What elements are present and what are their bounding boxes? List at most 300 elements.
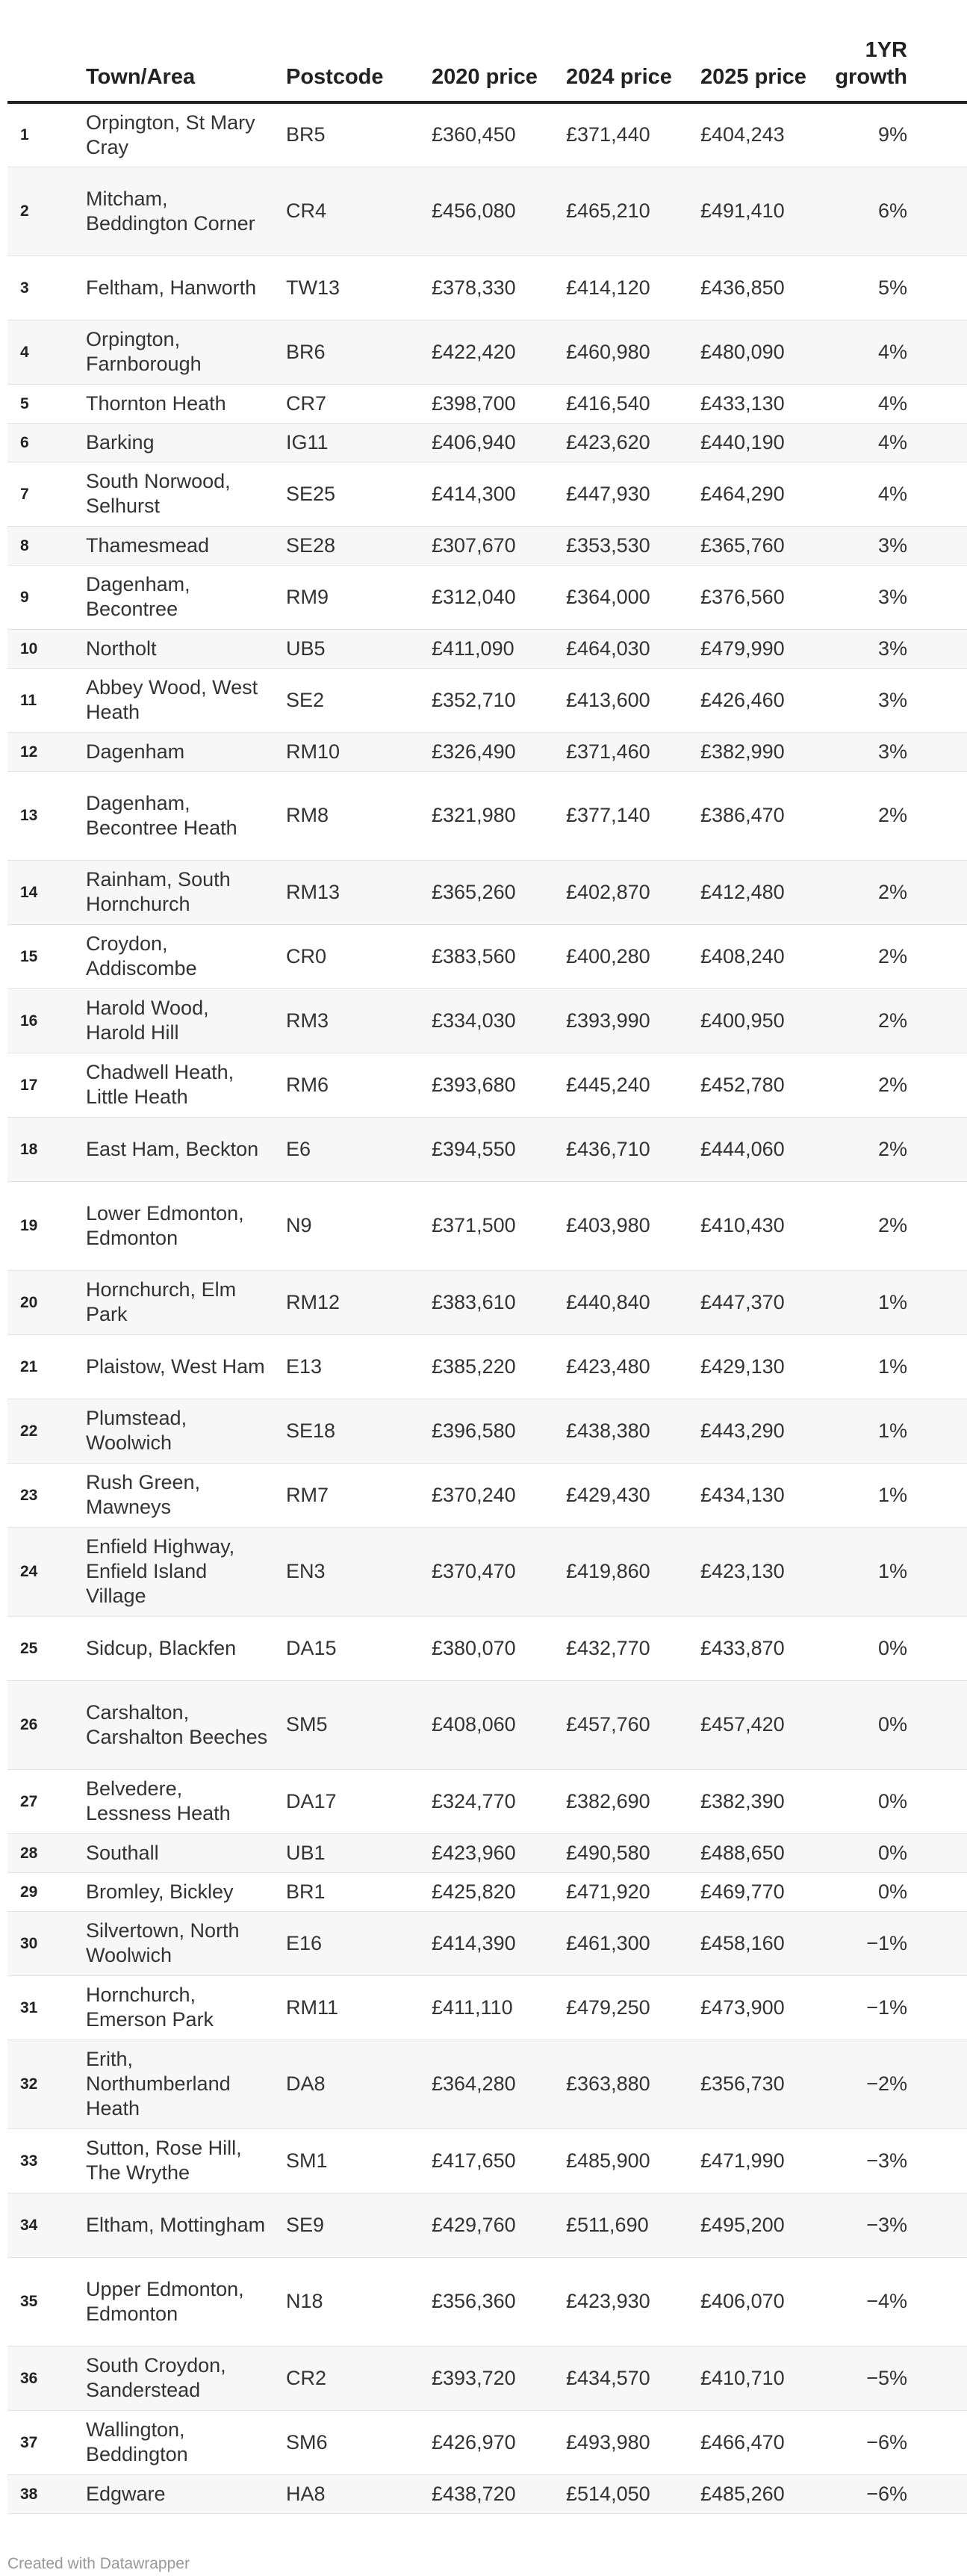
cell-town: Belvedere, Lessness Heath — [86, 1777, 231, 1824]
cell-growth: −3% — [866, 2213, 907, 2236]
cell-postcode: CR4 — [286, 199, 327, 222]
table-row — [7, 629, 967, 668]
cell-town: Sutton, Rose Hill, The Wrythe — [86, 2137, 242, 2184]
cell-p2024: £457,760 — [566, 1713, 650, 1736]
table-row — [7, 1053, 967, 1117]
cell-growth: 2% — [877, 880, 907, 903]
cell-p2025: £404,243 — [700, 123, 785, 146]
cell-town: Eltham, Mottingham — [86, 2213, 266, 2236]
cell-rank: 23 — [20, 1486, 38, 1504]
cell-town: Hornchurch, Elm Park — [86, 1278, 237, 1325]
cell-postcode: EN3 — [286, 1560, 326, 1582]
cell-rank: 3 — [20, 279, 29, 297]
cell-postcode: N18 — [286, 2290, 323, 2312]
table-row — [7, 1872, 967, 1911]
cell-growth: 1% — [877, 1419, 907, 1442]
cell-p2020: £393,680 — [432, 1073, 516, 1096]
cell-town: Upper Edmonton, Edmonton — [86, 2277, 244, 2325]
table-row — [7, 1117, 967, 1181]
cell-growth: −6% — [866, 2430, 907, 2453]
cell-p2025: £365,760 — [700, 533, 785, 557]
cell-p2020: £321,980 — [432, 804, 516, 826]
cell-postcode: RM6 — [286, 1073, 329, 1096]
cell-p2024: £416,540 — [566, 391, 650, 415]
cell-postcode: RM9 — [286, 585, 329, 608]
header-postcode[interactable]: Postcode — [286, 0, 432, 102]
header-row — [7, 0, 967, 102]
cell-p2025: £433,130 — [700, 391, 785, 415]
cell-p2020: £326,490 — [432, 740, 516, 763]
cell-town: Harold Wood, Harold Hill — [86, 997, 209, 1044]
data-table-container — [7, 0, 907, 2514]
cell-p2024: £363,880 — [566, 2072, 650, 2095]
cell-p2020: £383,610 — [432, 1290, 516, 1313]
cell-growth: 1% — [877, 1354, 907, 1378]
cell-p2025: £457,420 — [700, 1713, 785, 1736]
cell-growth: 3% — [877, 585, 907, 608]
cell-p2024: £371,440 — [566, 123, 650, 146]
cell-p2024: £393,990 — [566, 1009, 650, 1032]
cell-postcode: CR0 — [286, 944, 327, 967]
cell-p2025: £386,470 — [700, 804, 785, 826]
header-2020-price[interactable]: 2020 price — [432, 0, 566, 102]
cell-p2020: £378,330 — [432, 276, 516, 299]
cell-postcode: SM6 — [286, 2430, 328, 2453]
cell-p2020: £422,420 — [432, 340, 516, 363]
cell-town: Dagenham, Becontree — [86, 573, 190, 620]
cell-p2020: £312,040 — [432, 585, 516, 608]
cell-postcode: UB5 — [286, 637, 326, 660]
cell-p2024: £464,030 — [566, 637, 650, 660]
cell-postcode: E16 — [286, 1931, 323, 1954]
cell-p2024: £485,900 — [566, 2149, 650, 2172]
cell-p2025: £466,470 — [700, 2430, 785, 2453]
cell-growth: 0% — [877, 1789, 907, 1812]
cell-growth: 2% — [877, 1073, 907, 1096]
cell-p2024: £371,460 — [566, 740, 650, 763]
table-row — [7, 2040, 967, 2128]
cell-rank: 33 — [20, 2152, 38, 2170]
cell-rank: 32 — [20, 2075, 38, 2093]
cell-town: Bromley, Bickley — [86, 1880, 234, 1903]
cell-rank: 37 — [20, 2433, 38, 2451]
cell-p2020: £414,300 — [432, 482, 516, 505]
cell-p2025: £471,990 — [700, 2149, 785, 2172]
table-row — [7, 668, 967, 732]
cell-rank: 38 — [20, 2485, 38, 2503]
cell-growth: −4% — [866, 2290, 907, 2312]
cell-p2024: £353,530 — [566, 533, 650, 557]
cell-rank: 15 — [20, 947, 38, 965]
cell-p2020: £411,110 — [432, 1996, 513, 2019]
cell-rank: 35 — [20, 2293, 38, 2310]
cell-postcode: E6 — [286, 1137, 311, 1160]
table-row — [7, 384, 967, 423]
cell-town: Plaistow, West Ham — [86, 1354, 265, 1378]
cell-postcode: SE9 — [286, 2213, 325, 2236]
cell-p2025: £423,130 — [700, 1560, 785, 1582]
table-row — [7, 1833, 967, 1872]
cell-p2020: £394,550 — [432, 1137, 516, 1160]
cell-town: Southall — [86, 1841, 159, 1864]
cell-p2025: £447,370 — [700, 1290, 785, 1313]
cell-rank: 7 — [20, 485, 29, 503]
cell-postcode: RM13 — [286, 880, 341, 903]
cell-p2020: £398,700 — [432, 391, 516, 415]
cell-p2024: £438,380 — [566, 1419, 650, 1442]
table-row — [7, 860, 967, 924]
cell-growth: 3% — [877, 533, 907, 557]
datawrapper-credit[interactable]: Created with Datawrapper — [7, 2555, 190, 2572]
cell-town: Silvertown, North Woolwich — [86, 1919, 240, 1966]
cell-p2024: £511,690 — [566, 2213, 649, 2236]
cell-p2020: £425,820 — [432, 1880, 516, 1903]
cell-postcode: TW13 — [286, 276, 341, 299]
cell-p2024: £423,930 — [566, 2290, 650, 2312]
cell-growth: 0% — [877, 1713, 907, 1736]
header-rank — [7, 0, 86, 102]
cell-town: Edgware — [86, 2482, 166, 2505]
cell-town: Sidcup, Blackfen — [86, 1636, 237, 1659]
cell-rank: 28 — [20, 1844, 38, 1862]
cell-p2024: £436,710 — [566, 1137, 650, 1160]
cell-p2020: £438,720 — [432, 2482, 516, 2505]
cell-rank: 18 — [20, 1140, 38, 1158]
cell-town: Rush Green, Mawneys — [86, 1471, 201, 1518]
table-row — [7, 1463, 967, 1527]
cell-postcode: SE25 — [286, 482, 336, 505]
cell-p2025: £480,090 — [700, 340, 785, 363]
cell-growth: 2% — [877, 1009, 907, 1032]
cell-town: Dagenham — [86, 740, 185, 763]
cell-p2025: £434,130 — [700, 1483, 785, 1506]
cell-rank: 16 — [20, 1012, 38, 1030]
cell-p2024: £447,930 — [566, 482, 650, 505]
cell-rank: 25 — [20, 1639, 38, 1657]
cell-growth: 4% — [877, 430, 907, 453]
table-row — [7, 423, 967, 462]
cell-p2020: £365,260 — [432, 880, 516, 903]
table-row — [7, 167, 967, 256]
table-row — [7, 732, 967, 771]
cell-p2024: £419,860 — [566, 1560, 650, 1582]
cell-postcode: SM5 — [286, 1713, 328, 1736]
cell-rank: 13 — [20, 807, 38, 824]
cell-growth: −1% — [866, 1931, 907, 1954]
cell-postcode: RM7 — [286, 1483, 329, 1506]
cell-p2025: £410,710 — [700, 2366, 785, 2389]
table-row — [7, 256, 967, 320]
cell-p2020: £408,060 — [432, 1713, 516, 1736]
cell-p2025: £433,870 — [700, 1636, 785, 1659]
cell-growth: 9% — [877, 123, 907, 146]
cell-growth: 4% — [877, 391, 907, 415]
cell-town: Thamesmead — [86, 533, 210, 557]
cell-rank: 9 — [20, 588, 29, 606]
cell-p2024: £423,620 — [566, 430, 650, 453]
table-row — [7, 1769, 967, 1833]
cell-growth: 2% — [877, 1137, 907, 1160]
cell-postcode: DA17 — [286, 1789, 337, 1812]
cell-rank: 34 — [20, 2216, 38, 2234]
cell-town: Abbey Wood, West Heath — [86, 676, 258, 723]
cell-p2020: £324,770 — [432, 1789, 516, 1812]
cell-p2025: £485,260 — [700, 2482, 785, 2505]
cell-p2025: £429,130 — [700, 1354, 785, 1378]
cell-p2025: £436,850 — [700, 276, 785, 299]
cell-town: Northolt — [86, 637, 157, 660]
cell-growth: 0% — [877, 1841, 907, 1864]
cell-p2025: £495,200 — [700, 2213, 785, 2236]
table-row — [7, 565, 967, 629]
cell-town: Wallington, Beddington — [86, 2418, 188, 2465]
cell-p2025: £376,560 — [700, 585, 785, 608]
table-row — [7, 2410, 967, 2474]
cell-p2025: £444,060 — [700, 1137, 785, 1160]
cell-town: Carshalton, Carshalton Beeches — [86, 1700, 268, 1748]
cell-growth: 1% — [877, 1483, 907, 1506]
cell-p2025: £410,430 — [700, 1214, 785, 1236]
cell-p2024: £377,140 — [566, 804, 650, 826]
table-row — [7, 102, 967, 167]
cell-rank: 22 — [20, 1422, 38, 1440]
cell-town: Hornchurch, Emerson Park — [86, 1984, 214, 2031]
cell-p2020: £423,960 — [432, 1841, 516, 1864]
cell-rank: 8 — [20, 536, 29, 554]
cell-growth: 3% — [877, 637, 907, 660]
table-row — [7, 1270, 967, 1334]
header-1yr-growth[interactable]: 1YR growth — [835, 0, 967, 102]
cell-rank: 36 — [20, 2369, 38, 2387]
cell-p2020: £429,760 — [432, 2213, 516, 2236]
cell-p2020: £456,080 — [432, 199, 516, 222]
cell-p2024: £429,430 — [566, 1483, 650, 1506]
cell-rank: 31 — [20, 1998, 38, 2016]
cell-rank: 30 — [20, 1934, 38, 1952]
cell-town: Croydon, Addiscombe — [86, 932, 197, 979]
cell-rank: 10 — [20, 640, 38, 657]
table-row — [7, 320, 967, 384]
cell-postcode: N9 — [286, 1214, 312, 1236]
table-row — [7, 462, 967, 526]
cell-rank: 1 — [20, 126, 29, 144]
cell-p2024: £434,570 — [566, 2366, 650, 2389]
cell-town: Erith, Northumberland Heath — [86, 2048, 231, 2120]
cell-p2025: £408,240 — [700, 944, 785, 967]
cell-p2025: £464,290 — [700, 482, 785, 505]
cell-postcode: SM1 — [286, 2149, 328, 2172]
cell-growth: −3% — [866, 2149, 907, 2172]
cell-growth: −5% — [866, 2366, 907, 2389]
cell-p2025: £458,160 — [700, 1931, 785, 1954]
cell-p2020: £307,670 — [432, 533, 516, 557]
cell-p2020: £426,970 — [432, 2430, 516, 2453]
cell-rank: 11 — [20, 691, 37, 709]
cell-p2025: £382,390 — [700, 1789, 785, 1812]
cell-growth: 2% — [877, 1214, 907, 1236]
cell-p2020: £371,500 — [432, 1214, 516, 1236]
cell-growth: 4% — [877, 482, 907, 505]
cell-p2020: £380,070 — [432, 1636, 516, 1659]
cell-p2020: £334,030 — [432, 1009, 516, 1032]
cell-p2020: £411,090 — [432, 637, 514, 660]
cell-rank: 20 — [20, 1293, 38, 1311]
cell-postcode: BR1 — [286, 1880, 326, 1903]
cell-p2025: £491,410 — [700, 199, 785, 222]
header-2024-price[interactable]: 2024 price — [566, 0, 700, 102]
cell-town: Orpington, St Mary Cray — [86, 111, 255, 158]
cell-growth: 1% — [877, 1560, 907, 1582]
cell-growth: −1% — [866, 1996, 907, 2019]
cell-town: East Ham, Beckton — [86, 1137, 259, 1160]
cell-p2024: £471,920 — [566, 1880, 650, 1903]
cell-rank: 12 — [20, 743, 38, 761]
cell-p2025: £412,480 — [700, 880, 785, 903]
table-header — [7, 0, 967, 102]
cell-rank: 17 — [20, 1076, 38, 1094]
price-growth-table — [7, 0, 967, 2514]
cell-town: Lower Edmonton, Edmonton — [86, 1201, 244, 1249]
cell-rank: 5 — [20, 394, 29, 412]
cell-growth: 2% — [877, 944, 907, 967]
cell-town: Rainham, South Hornchurch — [86, 868, 231, 915]
cell-p2024: £440,840 — [566, 1290, 650, 1313]
cell-p2025: £426,460 — [700, 688, 785, 711]
cell-postcode: SE2 — [286, 688, 325, 711]
cell-p2020: £406,940 — [432, 430, 516, 453]
cell-p2024: £461,300 — [566, 1931, 650, 1954]
cell-town: Chadwell Heath, Little Heath — [86, 1061, 234, 1108]
cell-p2024: £413,600 — [566, 688, 650, 711]
cell-growth: 1% — [877, 1290, 907, 1313]
cell-growth: 0% — [877, 1880, 907, 1903]
cell-postcode: E13 — [286, 1354, 323, 1378]
header-town[interactable]: Town/Area — [86, 0, 286, 102]
cell-p2024: £465,210 — [566, 199, 650, 222]
cell-rank: 27 — [20, 1792, 38, 1810]
cell-p2020: £383,560 — [432, 944, 516, 967]
header-2025-price[interactable]: 2025 price — [700, 0, 835, 102]
cell-postcode: UB1 — [286, 1841, 326, 1864]
cell-town: Feltham, Hanworth — [86, 276, 257, 299]
cell-growth: 3% — [877, 688, 907, 711]
cell-p2025: £406,070 — [700, 2290, 785, 2312]
cell-postcode: SE18 — [286, 1419, 336, 1442]
cell-rank: 4 — [20, 343, 29, 361]
cell-p2020: £396,580 — [432, 1419, 516, 1442]
cell-postcode: DA8 — [286, 2072, 326, 2095]
cell-postcode: BR6 — [286, 340, 326, 363]
cell-postcode: DA15 — [286, 1636, 337, 1659]
cell-growth: −2% — [866, 2072, 907, 2095]
cell-postcode: RM12 — [286, 1290, 341, 1313]
cell-p2020: £385,220 — [432, 1354, 516, 1378]
cell-p2025: £479,990 — [700, 637, 785, 660]
cell-p2024: £400,280 — [566, 944, 650, 967]
cell-p2025: £452,780 — [700, 1073, 785, 1096]
cell-p2025: £356,730 — [700, 2072, 785, 2095]
cell-p2024: £402,870 — [566, 880, 650, 903]
cell-postcode: RM10 — [286, 740, 341, 763]
cell-growth: 3% — [877, 740, 907, 763]
cell-town: Orpington, Farnborough — [86, 328, 202, 375]
cell-p2025: £440,190 — [700, 430, 785, 453]
cell-growth: 5% — [877, 276, 907, 299]
table-row — [7, 1616, 967, 1680]
cell-p2020: £352,710 — [432, 688, 516, 711]
cell-p2024: £414,120 — [566, 276, 650, 299]
cell-rank: 2 — [20, 202, 29, 220]
cell-p2024: £460,980 — [566, 340, 650, 363]
cell-p2024: £445,240 — [566, 1073, 650, 1096]
cell-town: Dagenham, Becontree Heath — [86, 791, 237, 839]
cell-p2025: £469,770 — [700, 1880, 785, 1903]
cell-postcode: BR5 — [286, 123, 326, 146]
cell-town: Thornton Heath — [86, 391, 226, 415]
table-row — [7, 924, 967, 988]
cell-p2024: £490,580 — [566, 1841, 650, 1864]
cell-town: South Norwood, Selhurst — [86, 470, 231, 517]
cell-growth: −6% — [866, 2482, 907, 2505]
cell-p2020: £414,390 — [432, 1931, 516, 1954]
table-row — [7, 2193, 967, 2257]
cell-p2024: £382,690 — [566, 1789, 650, 1812]
table-row — [7, 1911, 967, 1975]
cell-growth: 4% — [877, 340, 907, 363]
cell-town: Mitcham, Beddington Corner — [86, 187, 255, 235]
cell-p2020: £417,650 — [432, 2149, 516, 2172]
cell-postcode: RM8 — [286, 804, 329, 826]
table-row — [7, 1399, 967, 1463]
cell-p2020: £364,280 — [432, 2072, 516, 2095]
table-row — [7, 1680, 967, 1769]
cell-growth: 0% — [877, 1636, 907, 1659]
cell-p2024: £479,250 — [566, 1996, 650, 2019]
cell-p2020: £393,720 — [432, 2366, 516, 2389]
cell-p2024: £403,980 — [566, 1214, 650, 1236]
table-row — [7, 1334, 967, 1399]
table-row — [7, 2257, 967, 2346]
cell-rank: 19 — [20, 1217, 38, 1234]
cell-rank: 21 — [20, 1357, 38, 1375]
cell-p2020: £370,240 — [432, 1483, 516, 1506]
cell-town: Barking — [86, 430, 155, 453]
cell-rank: 14 — [20, 883, 38, 901]
table-row — [7, 1527, 967, 1616]
table-row — [7, 2474, 967, 2513]
cell-postcode: RM11 — [286, 1996, 339, 2019]
cell-p2025: £400,950 — [700, 1009, 785, 1032]
cell-p2020: £370,470 — [432, 1560, 516, 1582]
cell-p2024: £493,980 — [566, 2430, 650, 2453]
table-body — [7, 102, 967, 2513]
cell-town: Enfield Highway, Enfield Island Village — [86, 1535, 235, 1607]
table-row — [7, 1181, 967, 1270]
cell-p2024: £432,770 — [566, 1636, 650, 1659]
cell-p2025: £382,990 — [700, 740, 785, 763]
table-row — [7, 1975, 967, 2040]
cell-p2024: £514,050 — [566, 2482, 650, 2505]
cell-growth: 6% — [877, 199, 907, 222]
cell-rank: 29 — [20, 1883, 38, 1901]
cell-postcode: CR2 — [286, 2366, 327, 2389]
table-row — [7, 2128, 967, 2193]
cell-rank: 24 — [20, 1563, 38, 1580]
cell-p2020: £356,360 — [432, 2290, 516, 2312]
cell-p2025: £443,290 — [700, 1419, 785, 1442]
cell-postcode: CR7 — [286, 391, 327, 415]
cell-p2024: £364,000 — [566, 585, 650, 608]
